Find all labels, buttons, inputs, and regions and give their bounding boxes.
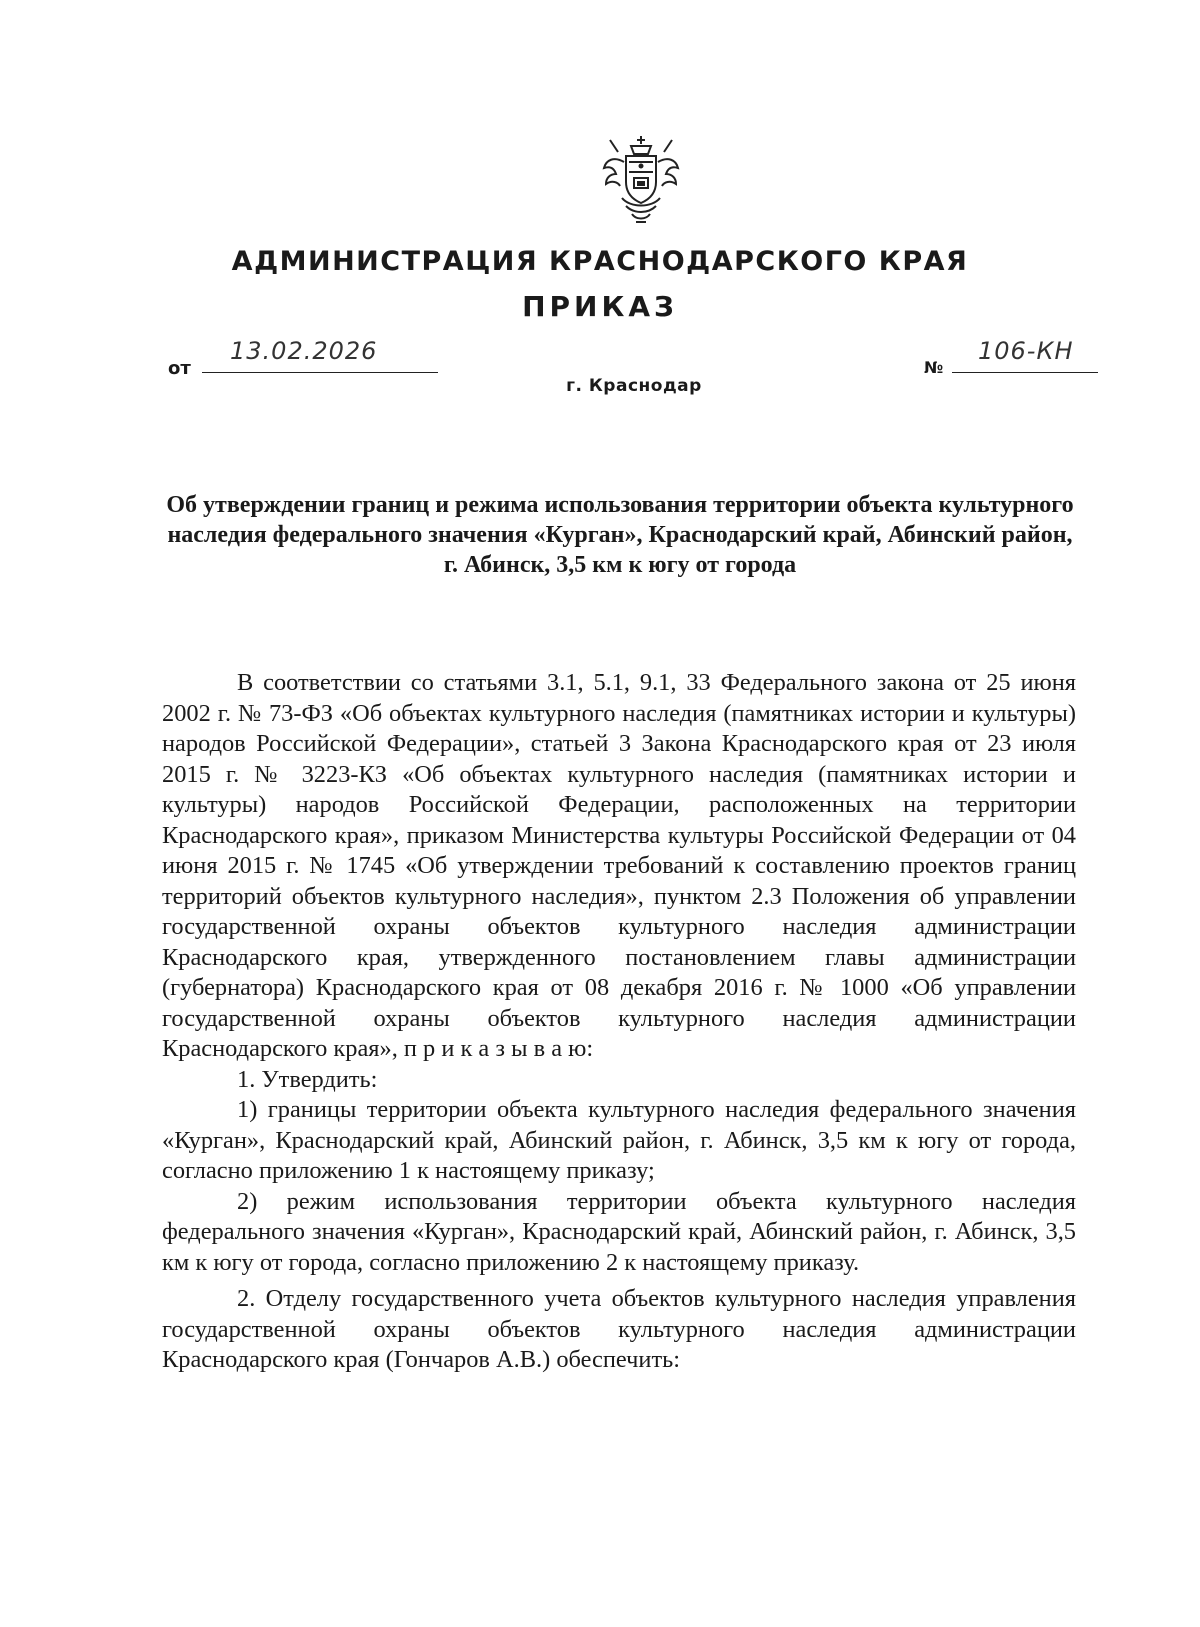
paragraph: 2) режим использования территории объекта культурного наследия федерального значения «Курган», Краснодарский край, Абинский район, г. Абинск, 3,5 км к югу от города, согласно приложению 2 к настоящему приказу. <box>162 1187 1076 1276</box>
number-underline <box>952 372 1098 373</box>
paragraph: 1. Утвердить: <box>237 1065 378 1093</box>
document-body <box>162 668 1076 1376</box>
date-value: 13.02.2026 <box>230 337 378 365</box>
paragraph: 1) границы территории объекта культурного наследия федерального значения «Курган», Краснодарский край, Абинский район, г. Абинск, 3,5 км к югу от города, согласно приложению 1 к настоящему приказу; <box>162 1096 1076 1184</box>
date-underline <box>202 372 438 373</box>
coat-of-arms-icon <box>596 132 686 232</box>
number-label: № <box>924 358 944 377</box>
city: г. Краснодар <box>566 376 702 396</box>
date-label: от <box>168 358 191 379</box>
organization-name: АДМИНИСТРАЦИЯ КРАСНОДАРСКОГО КРАЯ <box>231 246 969 277</box>
paragraph: 2. Отделу государственного учета объектов культурного наследия управления государственной охраны объектов культурного наследия администрации Краснодарского края (Гончаров А.В.) обеспечить: <box>162 1285 1076 1373</box>
number-value: 106-КН <box>978 337 1074 365</box>
paragraph: В соответствии со статьями 3.1, 5.1, 9.1, 33 Федерального закона от 25 июня 2002 г. № 73-ФЗ «Об объектах культурного наследия (памятниках истории и культуры) народов Российской Федерации», статьей 3 Закона Краснодарского края от 23 июля 2015 г. № 3223-КЗ «Об объектах культурного наследия (памятниках истории и культуры) народов Российской Федерации, расположенных на территории Краснодарского края», приказом Министерства культуры Российской Федерации от 04 июня 2015 г. № 1745 «Об утверждении требований к составлению проектов границ территорий объектов культурного наследия», пунктом 2.3 Положения об управлении государственной охраны объектов культурного наследия администрации Краснодарского края, утвержденного постановлением главы администрации (губернатора) Краснодарского края от 08 декабря 2016 г. № 1000 «Об управлении государственной охраны объектов культурного наследия администрации Краснодарского края», п р и к а з ы в а ю: <box>162 669 1076 1062</box>
document-title: Об утверждении границ и режима использования территории объекта культурного наследия федерального значения «Курган», Краснодарский край, Абинский район, г. Абинск, 3,5 км к югу от города <box>166 492 1074 578</box>
document-type: ПРИКАЗ <box>522 290 678 323</box>
